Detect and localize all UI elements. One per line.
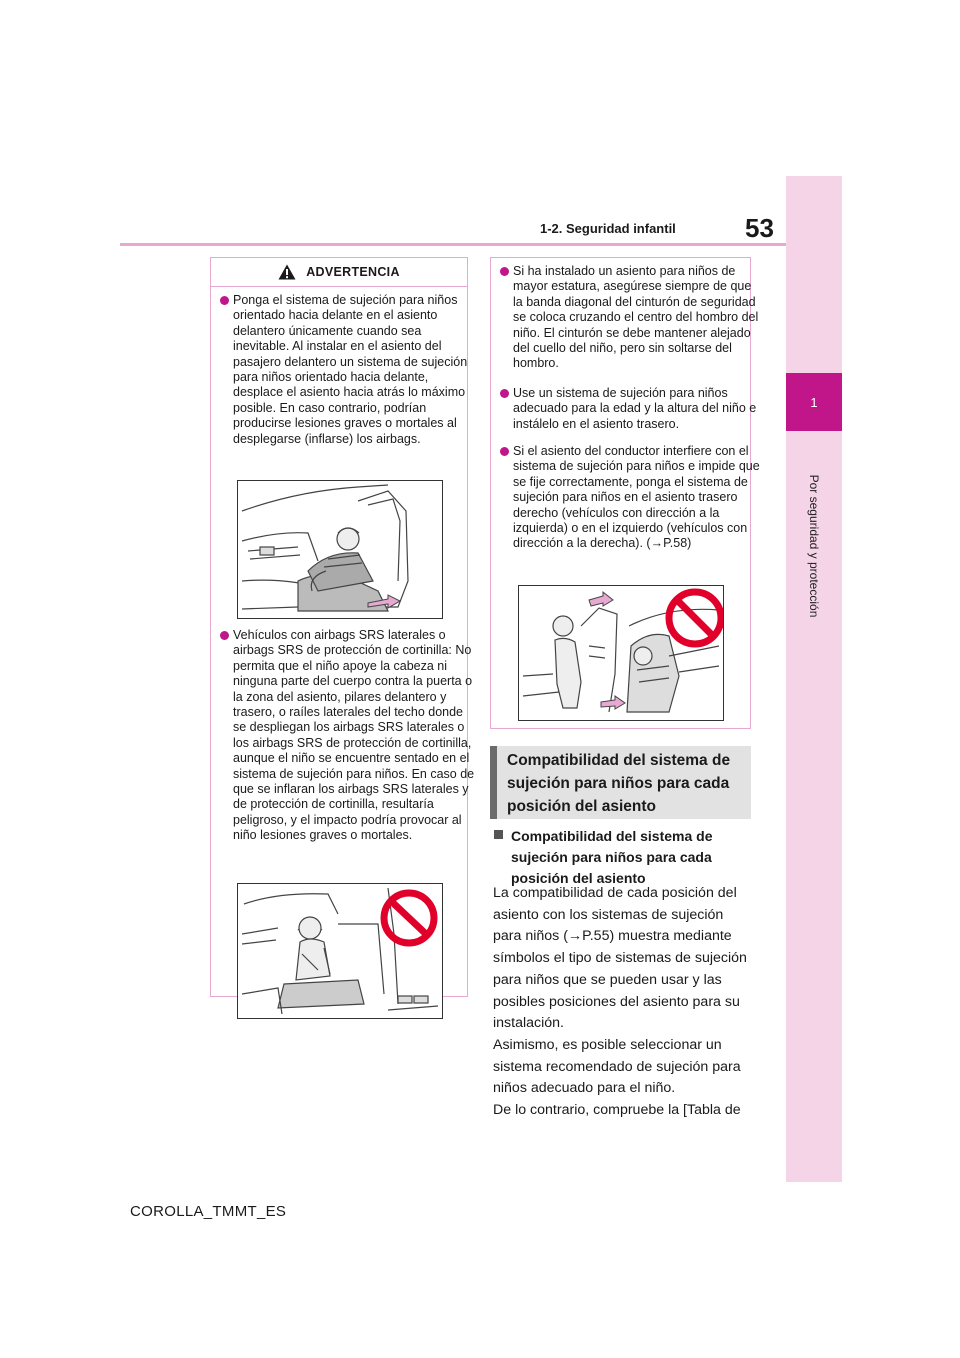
driver-seat-child-seat-icon xyxy=(519,586,723,720)
chapter-side-tab xyxy=(786,176,842,1182)
car-seat-illustration xyxy=(237,480,443,619)
warning-item xyxy=(496,386,760,432)
warning-item-text: Use un sistema de sujeción para niños adecuado para la edad y la altura del niño e instálelo en el asiento trasero. xyxy=(513,386,757,431)
section-title: 1-2. Seguridad infantil xyxy=(540,221,676,236)
subsection-heading-text: Compatibilidad del sistema de sujeción para niños para cada posición del asiento xyxy=(511,828,713,886)
section-heading: Compatibilidad del sistema de sujeción para niños para cada posición del asiento xyxy=(490,746,751,819)
warning-item-text: Si el asiento del conductor interfiere con el sistema de sujeción para niños e impide que se fije correctamente, ponga el sistema de sujeción para niños en el asiento trasero derecho (vehículos con dirección a la izquierda) o en el izquierdo (vehículos con dirección a la derecha). (→P.58) xyxy=(513,444,760,551)
warning-item-text: Ponga el sistema de sujeción para niños orientado hacia delante en el asiento delantero únicamente cuando sea inevitable. Al instalar en el asiento del pasajero delantero un sistema de sujeción para niños orientado hacia delante, desplace el asiento hacia atrás lo máximo posible. En caso contrario, podrían producirse lesiones graves o mortales al desplegarse (inflarse) los airbags. xyxy=(233,293,468,446)
warning-item-text: Vehículos con airbags SRS laterales o airbags SRS de protección de cortinilla: No permita que el niño apoye la cabeza ni ninguna parte del cuerpo contra la puerta o la zona del asiento, pilares delantero y trasero, o raíles laterales del techo donde se despliegan los airbags SRS laterales o los airbags SRS de protección de cortinilla, aunque el niño se encuentre sentado en el sistema de sujeción para niños. En caso de que se inflaran los airbags SRS laterales y de protección de cortinilla, resultaría peligroso, y el impacto podría provocar al niño lesiones graves o mortales. xyxy=(233,628,475,843)
page-number: 53 xyxy=(745,213,774,243)
body-paragraph: Asimismo, es posible seleccionar un sistema recomendado de sujeción para niños adecuado para el niño. xyxy=(493,1036,741,1097)
child-booster-illustration xyxy=(237,883,443,1019)
warning-item xyxy=(496,444,760,552)
bullet-icon xyxy=(220,296,229,305)
chapter-title-tab xyxy=(786,436,842,656)
body-paragraph: De lo contrario, compruebe la [Tabla de xyxy=(493,1102,741,1119)
square-bullet-icon xyxy=(494,830,503,839)
chapter-number-tab[interactable] xyxy=(786,373,842,431)
bullet-icon xyxy=(220,631,229,640)
warning-item xyxy=(216,628,478,844)
forward-child-seat-icon xyxy=(238,481,442,618)
chapter-number: 1 xyxy=(810,394,818,410)
warning-item xyxy=(496,264,760,372)
bullet-icon xyxy=(500,447,509,456)
bullet-icon xyxy=(500,389,509,398)
model-code: COROLLA_TMMT_ES xyxy=(130,1203,287,1220)
subsection-heading xyxy=(494,826,756,889)
chapter-title: Por seguridad y protección xyxy=(807,474,821,618)
warning-title: ADVERTENCIA xyxy=(306,265,400,279)
body-text xyxy=(493,883,755,1122)
warning-item-text: Si ha instalado un asiento para niños de mayor estatura, asegúrese siempre de que la banda diagonal del cinturón de seguridad se coloca cruzando el centro del hombro del niño. El cinturón se debe mantener alejado del cuello del niño, pero sin soltarse del hombro. xyxy=(513,264,759,371)
warning-box xyxy=(210,257,475,997)
header-rule xyxy=(120,243,786,246)
warning-continued-box xyxy=(490,257,760,729)
body-paragraph: La compatibilidad de cada posición del asiento con los sistemas de sujeción para niños (→P.55) muestra mediante símbolos el tipo de sistemas de sujeción para niños que se pueden usar y las posibles posiciones del asiento para su instalación. xyxy=(493,885,747,1032)
warning-header xyxy=(211,258,467,287)
driver-seat-interference-illustration xyxy=(518,585,724,721)
bullet-icon xyxy=(500,267,509,276)
warning-item xyxy=(216,293,478,447)
child-against-door-icon xyxy=(238,884,442,1018)
warning-triangle-icon xyxy=(278,264,296,280)
